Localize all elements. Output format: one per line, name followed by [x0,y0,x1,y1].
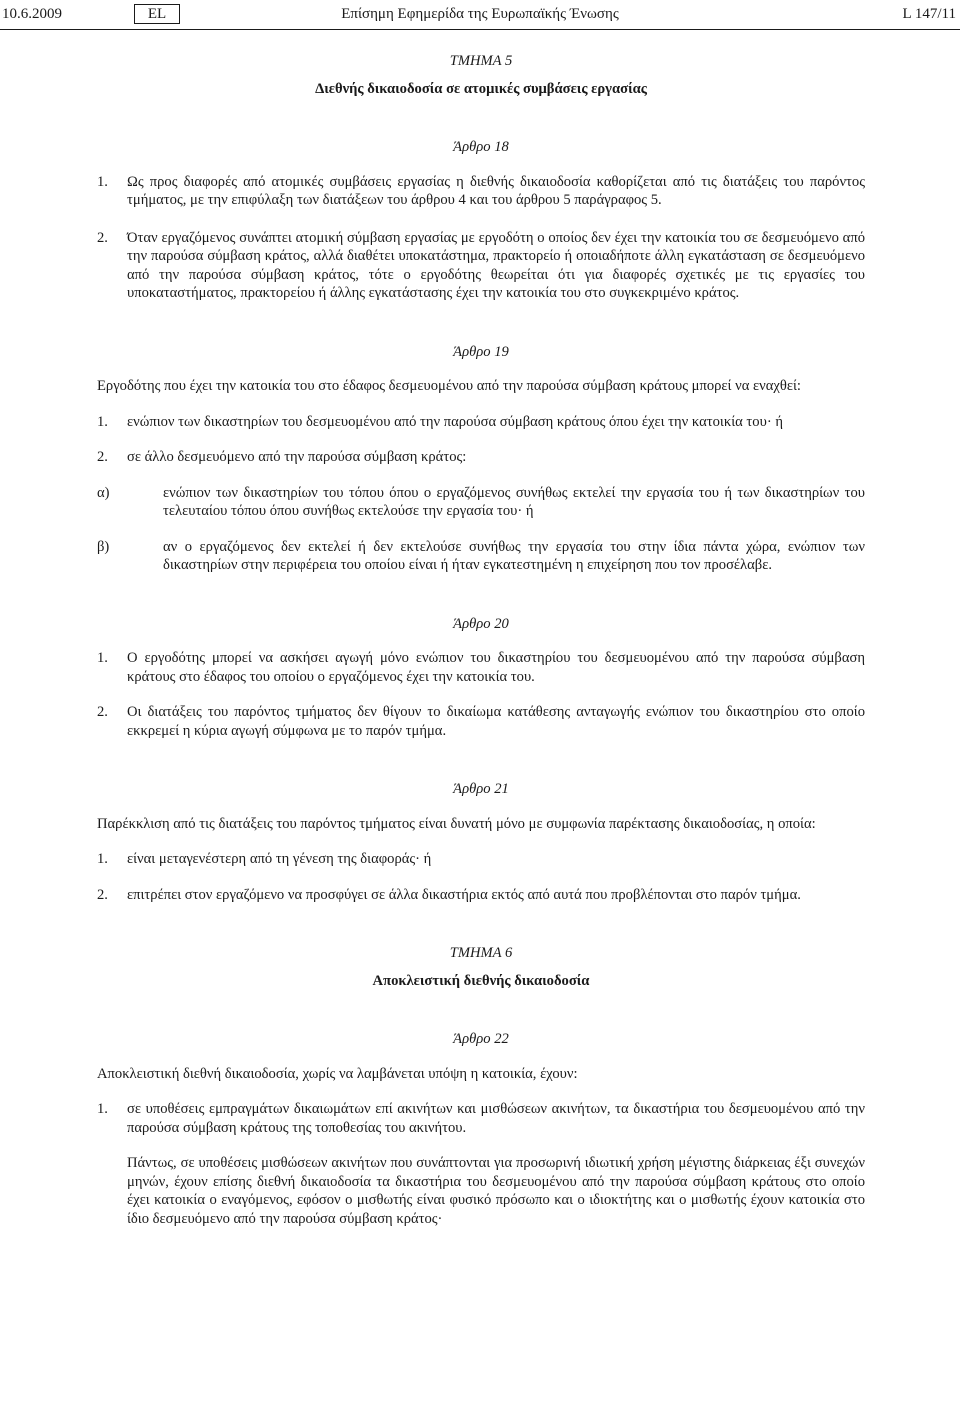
article-intro: Εργοδότης που έχει την κατοικία του στο έδαφος δεσμευομένου από την παρούσα σύμβαση κράτους μπορεί να εναχθεί: [97,378,801,394]
paragraph-text: Όταν εργαζόμενος συνάπτει ατομική σύμβαση εργασίας με εργοδότη ο οποίος δεν έχει την κατοικία του σε δεσμευόμενο από την παρούσα σύμβαση κράτος, αλλά διαθέτει υποκατάστημα, πρακτορείο ή οποιαδήποτε άλλη εγκατάσταση σε δεσμευόμενο από την παρούσα σύμβαση κράτος, τότε ο εργοδότης θεωρείται ότι για διαφορές σχετικές με τις εργασίες του υποκαταστήματος, πρακτορείου ή άλλης εγκατάστασης έχει την κατοικία του στο συγκεκριμένο κράτος. [127,229,865,301]
article-heading: Άρθρο 20 [453,615,509,632]
item-number: 2. [97,886,108,903]
list-item-continuation: Πάντως, σε υποθέσεις μισθώσεων ακινήτων που συνάπτονται για προσωρινή ιδιωτική χρήση μέγιστης διάρκειας έξι συνεχών μηνών, έχουν επίσης διεθνή δικαιοδοσία τα δικαστήρια του δεσμευομένου από την παρούσα σύμβαση κράτους στο οποίο έχει κατοικία ο εναγόμενος, εφόσον ο μισθωτής είναι φυσικό πρόσωπο και ο ιδιοκτήτης και ο μισθωτής έχουν κατοικία στο ίδιο δεσμευόμενο από την παρούσα σύμβαση κράτος· [127,1155,865,1227]
item-number: 1. [97,413,108,430]
section-label: ΤΜΗΜΑ 6 [449,945,513,961]
list-item [97,886,865,905]
paragraph-text: Ως προς διαφορές από ατομικές συμβάσεις εργασίας η διεθνής δικαιοδοσία καθορίζεται από τις διατάξεις του παρόντος τμήματος, με την επιφύλαξη των διατάξεων του άρθρου 4 και του άρθρου 5 παράγραφος 5. [127,173,865,208]
list-item [97,413,865,432]
paragraph-text: Οι διατάξεις του παρόντος τμήματος δεν θίγουν το δικαίωμα κατάθεσης ανταγωγής ενώπιον του δικαστηρίου στο οποίο εκκρεμεί η κύρια αγωγή σύμφωνα με το παρόν τμήμα. [127,704,865,739]
article-intro: Παρέκκλιση από τις διατάξεις του παρόντος τμήματος είναι δυνατή μόνο με συμφωνία παρέκτασης δικαιοδοσίας, η οποία: [97,815,816,832]
article-paragraph [97,703,865,740]
article-heading: Άρθρο 22 [453,1031,509,1047]
article-intro: Αποκλειστική διεθνή δικαιοδοσία, χωρίς να λαμβάνεται υπόψη η κατοικία, έχουν: [97,1065,578,1082]
page-header [0,4,960,26]
paragraph-number: 2. [97,704,108,720]
document-body [97,37,865,1228]
list-item [97,1100,865,1137]
article-paragraph [97,649,865,686]
item-text: επιτρέπει στον εργαζόμενο να προσφύγει σε άλλα δικαστήρια εκτός από αυτά που προβλέπονται στο παρόν τμήμα. [127,886,801,903]
language-badge: EL [134,4,180,24]
page-reference: L 147/11 [902,6,956,22]
list-item [97,448,865,467]
section-title: Διεθνής δικαιοδοσία σε ατομικές συμβάσεις εργασίας [315,80,647,97]
header-divider [0,29,960,30]
sub-item-letter: β) [97,538,110,555]
item-number: 2. [97,449,108,465]
sub-item-text: αν ο εργαζόμενος δεν εκτελεί ή δεν εκτελούσε συνήθως την εργασία του στην ίδια πάντα χώρα, ενώπιον των δικαστηρίων στην περιφέρεια του οποίου είναι ή ήταν εγκατεστημένη η επιχείρηση που τον προσέλαβε. [163,538,865,573]
publication-date: 10.6.2009 [2,6,62,22]
article-heading: Άρθρο 21 [453,781,509,797]
item-text: σε άλλο δεσμευόμενο από την παρούσα σύμβαση κράτος: [127,449,467,465]
item-number: 1. [97,851,108,867]
sub-item-text: ενώπιον των δικαστηρίων του τόπου όπου ο εργαζόμενος συνήθως εκτελεί την εργασία του ή των δικαστηρίων του τελευταίου τόπου όπου συνήθως εκτελούσε την εργασία του· ή [163,484,865,519]
sub-item [97,484,865,521]
section-label: ΤΜΗΜΑ 5 [449,53,513,69]
section-title: Αποκλειστική διεθνής δικαιοδοσία [372,972,590,989]
article-paragraph [97,173,865,210]
journal-title: Επίσημη Εφημερίδα της Ευρωπαϊκής Ένωσης [341,6,619,22]
article-heading: Άρθρο 18 [453,139,509,155]
list-item [97,850,865,869]
sub-item [97,538,865,575]
paragraph-number: 2. [97,229,108,246]
paragraph-number: 1. [97,173,108,190]
article-heading: Άρθρο 19 [453,343,509,360]
item-text: σε υποθέσεις εμπραγμάτων δικαιωμάτων επί ακινήτων και μισθώσεων ακινήτων, τα δικαστήρια του δεσμευομένου από την παρούσα σύμβαση κράτους της τοποθεσίας του ακινήτου. [127,1101,865,1136]
article-paragraph [97,229,865,303]
sub-item-letter: α) [97,484,110,501]
paragraph-text: Ο εργοδότης μπορεί να ασκήσει αγωγή μόνο ενώπιον του δικαστηρίου του δεσμευομένου από την παρούσα σύμβαση κράτους στο έδαφος του οποίου ο εργαζόμενος έχει την κατοικία του. [127,650,865,685]
paragraph-number: 1. [97,650,108,666]
item-number: 1. [97,1101,108,1117]
item-text: είναι μεταγενέστερη από τη γένεση της διαφοράς· ή [127,851,432,867]
item-text: ενώπιον των δικαστηρίων του δεσμευομένου από την παρούσα σύμβαση κράτους όπου έχει την κατοικία του· ή [127,413,783,430]
